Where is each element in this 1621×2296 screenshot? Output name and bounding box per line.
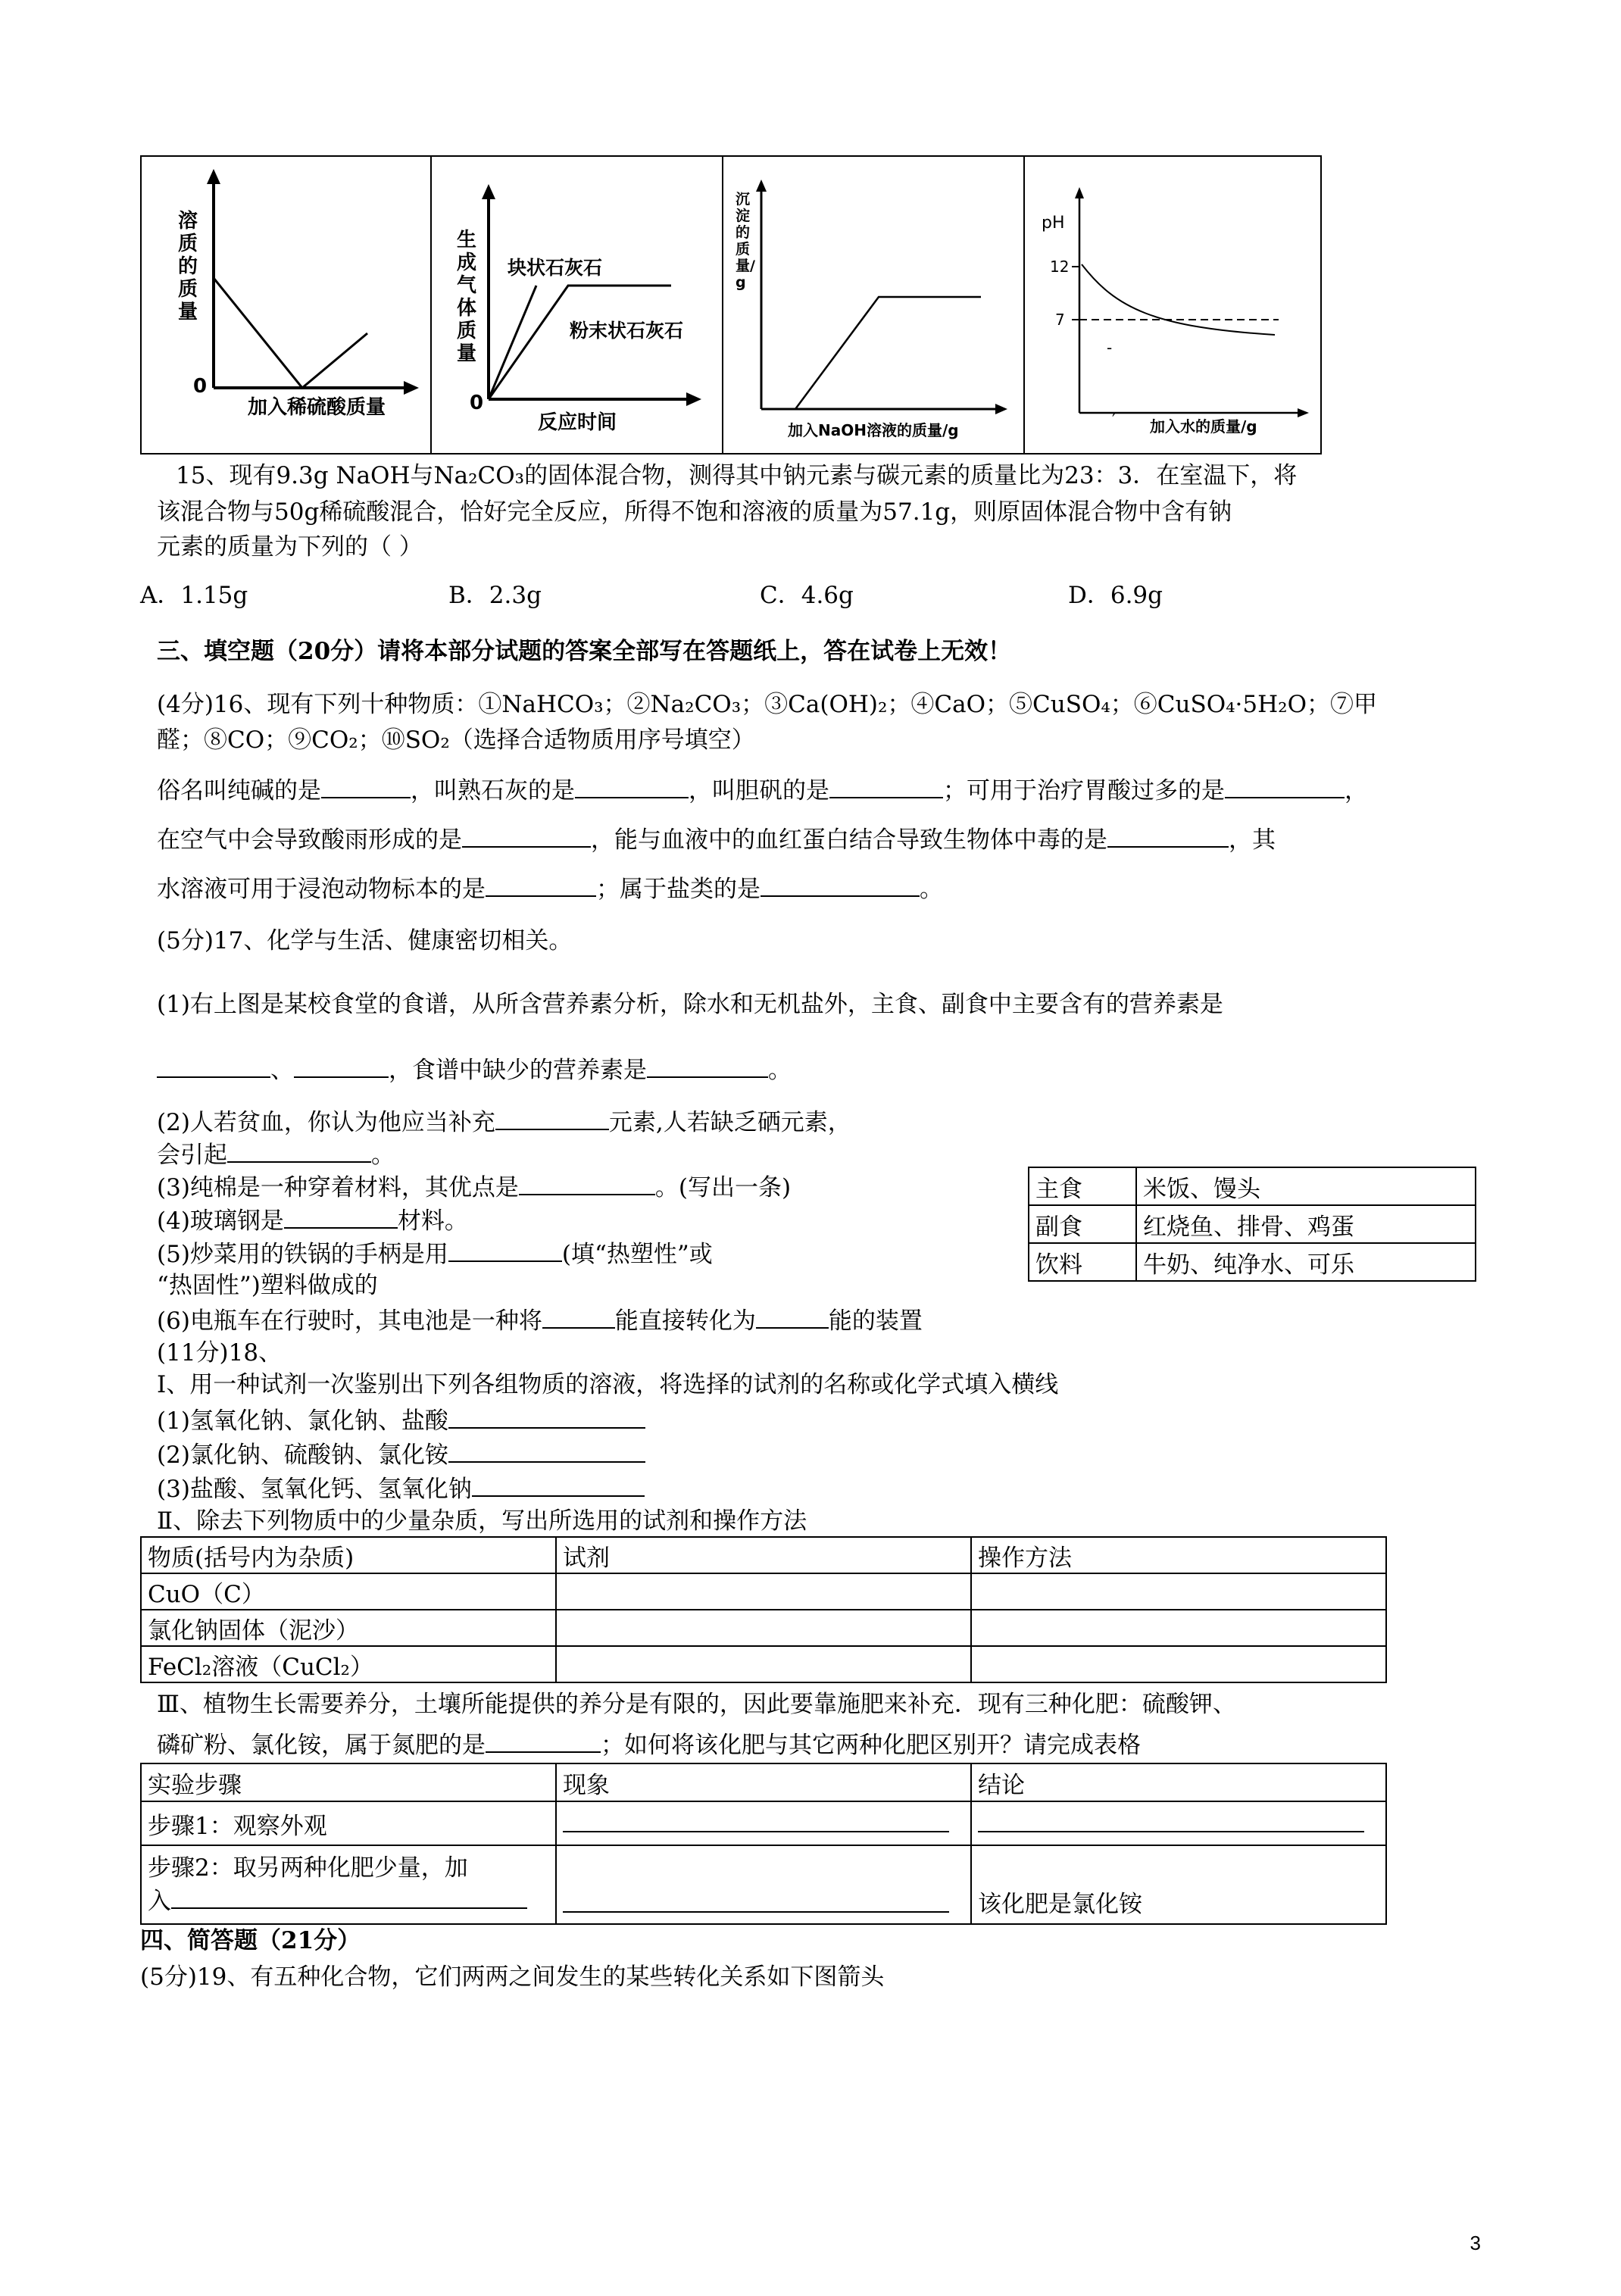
blank-energy-to[interactable] [756, 1304, 829, 1329]
q16-l3e: ， [1345, 777, 1368, 804]
header-method: 操作方法 [971, 1537, 1386, 1573]
q18-part3c-text: ；如何将该化肥与其它两种化肥区别开？请完成表格 [601, 1732, 1141, 1759]
graph4-tick-12: 12 [1050, 258, 1070, 276]
q18-part3b-text: 磷矿粉、氯化铵，属于氮肥的是 [157, 1732, 486, 1759]
menu-key: 副食 [1029, 1205, 1136, 1243]
blank-nutrient-2[interactable] [294, 1054, 389, 1078]
graph1-xlabel: 加入稀硫酸质量 [248, 396, 386, 419]
q17-p2b: 元素,人若缺乏硒元素， [608, 1109, 851, 1136]
menu-key: 主食 [1029, 1167, 1136, 1205]
q17-p5a: (5)炒菜用的铁锅的手柄是用 [157, 1241, 448, 1268]
q17-p4b: 材料。 [397, 1207, 468, 1235]
q17-p5b: (填“热塑性”或 [561, 1241, 713, 1268]
q19-text: (5分)19、有五种化合物，它们两两之间发生的某些转化关系如下图箭头 [140, 1963, 885, 1991]
blank-anemia-element[interactable] [495, 1106, 609, 1130]
section4-heading: 四、简答题（21分） [140, 1927, 361, 1954]
reagent-cell[interactable] [556, 1610, 971, 1646]
blank-plastic[interactable] [448, 1238, 562, 1262]
q17-p2c: 会引起 [157, 1142, 227, 1169]
graph2-origin: 0 [470, 392, 484, 414]
step-cell: 步骤1：观察外观 [141, 1801, 556, 1845]
graph4-tick-7: 7 [1055, 311, 1065, 329]
blank-reagent-3[interactable] [472, 1473, 645, 1497]
q15-option-d: D．6.9g [1068, 582, 1163, 609]
blank-cotton[interactable] [519, 1171, 655, 1195]
q17-p2-cont [157, 1139, 395, 1170]
menu-row [1029, 1205, 1476, 1243]
graph4-mark-prime: ′ [1112, 411, 1116, 429]
q15-line3: 元素的质量为下列的（ ） [157, 533, 423, 561]
blank-acid-rain[interactable] [462, 823, 591, 848]
graph4-ylabel: pH [1042, 214, 1065, 233]
graph1-origin: 0 [193, 375, 208, 398]
q16-line3 [157, 774, 1368, 806]
blank-blue-vitriol[interactable] [829, 774, 943, 798]
q17-p1b-mid: ，食谱中缺少的营养素是 [389, 1057, 647, 1084]
q18-part1: Ⅰ、用一种试剂一次鉴别出下列各组物质的溶液，将选择的试剂的名称或化学式填入横线 [157, 1371, 1059, 1398]
q17-p5 [157, 1238, 713, 1270]
header-reagent: 试剂 [556, 1537, 971, 1573]
blank-hemoglobin[interactable] [1107, 823, 1229, 848]
header-conclusion: 结论 [971, 1763, 1386, 1801]
blank-step2-reagent[interactable] [171, 1885, 527, 1909]
conclusion-cell[interactable] [971, 1801, 1386, 1845]
table-row [141, 1845, 1386, 1924]
q18-title: (11分)18、 [157, 1339, 283, 1367]
conclusion-cell: 该化肥是氯化铵 [971, 1845, 1386, 1924]
q18-item3-text: (3)盐酸、氢氧化钙、氢氧化钠 [157, 1476, 472, 1503]
graph3-xlabel: 加入NaOH溶液的质量/g [788, 421, 959, 439]
table-row [141, 1801, 1386, 1845]
blank-soda-ash[interactable] [321, 774, 411, 798]
q16-l4c: ，其 [1229, 826, 1276, 854]
menu-row [1029, 1167, 1476, 1205]
reagent-cell[interactable] [556, 1573, 971, 1610]
q16-l3d: ；可用于治疗胃酸过多的是 [943, 777, 1225, 804]
q18-item3 [157, 1473, 645, 1504]
q17-p2 [157, 1106, 851, 1138]
method-cell[interactable] [971, 1573, 1386, 1610]
q16-line2: 醛；⑧CO；⑨CO₂；⑩SO₂（选择合适物质用序号填空） [157, 726, 755, 754]
graph2-curve1-label: 块状石灰石 [508, 257, 603, 279]
q16-line4 [157, 823, 1276, 855]
q15-option-a: A．1.15g [140, 582, 248, 609]
q18-item2-text: (2)氯化钠、硫酸钠、氯化铵 [157, 1442, 448, 1469]
graph2-ylabel: 生成气体质量 [457, 229, 477, 365]
q18-part3a: Ⅲ、植物生长需要养分，土壤所能提供的养分是有限的，因此要靠施肥来补充．现有三种化肥：硫酸钾、 [157, 1691, 1236, 1718]
menu-row [1029, 1243, 1476, 1281]
q17-p5-cont: “热固性”)塑料做成的 [157, 1272, 378, 1299]
blank-phenomenon-1[interactable] [563, 1808, 949, 1832]
section3-heading: 三、填空题（20分）请将本部分试题的答案全部写在答题纸上，答在试卷上无效！ [157, 638, 1012, 665]
blank-specimen[interactable] [486, 873, 596, 897]
q16-line1: (4分)16、现有下列十种物质：①NaHCO₃；②Na₂CO₃；③Ca(OH)₂；④CaO；⑤CuSO₄；⑥CuSO₄·5H₂O；⑦甲 [157, 691, 1378, 718]
blank-reagent-2[interactable] [448, 1439, 645, 1463]
step2-line2-text: 入 [148, 1888, 171, 1915]
q15-line2: 该混合物与50g稀硫酸混合，恰好完全反应，所得不饱和溶液的质量为57.1g，则原固体混合物中含有钠 [157, 498, 1232, 526]
graph4-xlabel: 加入水的质量/g [1150, 417, 1257, 436]
q16-l3a: 俗名叫纯碱的是 [157, 777, 321, 804]
graph-solute-mass [142, 157, 432, 453]
q17-p6a: (6)电瓶车在行驶时，其电池是一种将 [157, 1307, 542, 1335]
graph4-mark-dash: - [1107, 339, 1113, 357]
q17-p6 [157, 1304, 923, 1336]
table-row [141, 1646, 1386, 1682]
q18-item1-text: (1)氢氧化钠、氯化钠、盐酸 [157, 1407, 448, 1435]
menu-value: 米饭、馒头 [1136, 1167, 1476, 1205]
page-number: 3 [1470, 2232, 1481, 2254]
q16-l3c: ，叫胆矾的是 [689, 777, 829, 804]
reagent-cell[interactable] [556, 1646, 971, 1682]
q17-p3 [157, 1171, 791, 1203]
graph2-xlabel: 反应时间 [538, 411, 617, 434]
q15-line1: 15、现有9.3g NaOH与Na₂CO₃的固体混合物，测得其中钠元素与碳元素的质量比为23：3．在室温下，将 [176, 462, 1298, 489]
q17-p1b [157, 1054, 792, 1086]
q17-p4a: (4)玻璃钢是 [157, 1207, 284, 1235]
q16-l3b: ，叫熟石灰的是 [411, 777, 575, 804]
q17-p1b-end: 。 [768, 1057, 792, 1084]
blank-antacid[interactable] [1225, 774, 1345, 798]
menu-value: 牛奶、纯净水、可乐 [1136, 1243, 1476, 1281]
menu-value: 红烧鱼、排骨、鸡蛋 [1136, 1205, 1476, 1243]
graph-ph [1025, 157, 1320, 453]
q17-p3a: (3)纯棉是一种穿着材料，其优点是 [157, 1174, 519, 1201]
graphs-panel [140, 155, 1322, 455]
method-cell[interactable] [971, 1646, 1386, 1682]
q17-p4 [157, 1204, 468, 1236]
blank-phenomenon-2[interactable] [563, 1888, 949, 1913]
graph-gas-mass [432, 157, 723, 453]
blank-nitrogen-fertilizer[interactable] [486, 1729, 601, 1753]
substance-cell: 氯化钠固体（泥沙） [141, 1610, 556, 1646]
q17-p3b: 。(写出一条) [654, 1174, 792, 1201]
q17-p2a: (2)人若贫血，你认为他应当补充 [157, 1109, 495, 1136]
q18-item1 [157, 1404, 645, 1436]
table-header-row [141, 1763, 1386, 1801]
blank-conclusion-1[interactable] [978, 1808, 1364, 1832]
q17-p1: (1)右上图是某校食堂的食谱，从所含营养素分析，除水和无机盐外，主食、副食中主要含有的营养素是 [157, 991, 1223, 1018]
q17-p2d: 。 [371, 1142, 395, 1169]
q16-l5b: ；属于盐类的是 [596, 876, 761, 903]
q18-item2 [157, 1439, 645, 1470]
blank-slaked-lime[interactable] [575, 774, 689, 798]
graph2-curve2-label: 粉末状石灰石 [570, 320, 684, 342]
substance-cell: FeCl₂溶液（CuCl₂） [141, 1646, 556, 1682]
blank-fiberglass[interactable] [284, 1204, 398, 1229]
q18-part3b [157, 1729, 1141, 1760]
table-header-row [141, 1537, 1386, 1573]
blank-energy-from[interactable] [542, 1304, 615, 1329]
table-row [141, 1573, 1386, 1610]
phenomenon-cell[interactable] [556, 1845, 971, 1924]
blank-nutrient-1[interactable] [157, 1054, 270, 1078]
menu-table [1028, 1167, 1476, 1282]
graph3-ylabel: 沉淀的质量/g [736, 191, 755, 291]
header-step: 实验步骤 [141, 1763, 556, 1801]
blank-missing-nutrient[interactable] [647, 1054, 768, 1078]
header-substance: 物质(括号内为杂质) [141, 1537, 556, 1573]
q15-option-b: B．2.3g [448, 582, 542, 609]
q16-l5c: 。 [920, 876, 943, 903]
header-phenomenon: 现象 [556, 1763, 971, 1801]
fertilizer-table [140, 1763, 1387, 1925]
step-cell [141, 1845, 556, 1924]
substance-cell: CuO（C） [141, 1573, 556, 1610]
q16-l4b: ，能与血液中的血红蛋白结合导致生物体中毒的是 [591, 826, 1107, 854]
q16-line5 [157, 873, 943, 904]
method-cell[interactable] [971, 1610, 1386, 1646]
q17-title: (5分)17、化学与生活、健康密切相关。 [157, 927, 573, 954]
step2-line2 [148, 1885, 549, 1918]
blank-salts[interactable] [761, 873, 920, 897]
q18-part2: Ⅱ、除去下列物质中的少量杂质，写出所选用的试剂和操作方法 [157, 1507, 807, 1535]
blank-reagent-1[interactable] [448, 1404, 645, 1429]
step2-line1: 步骤2：取另两种化肥少量，加 [148, 1854, 468, 1882]
q15-option-c: C．4.6g [760, 582, 854, 609]
phenomenon-cell[interactable] [556, 1801, 971, 1845]
q16-l5a: 水溶液可用于浸泡动物标本的是 [157, 876, 486, 903]
menu-key: 饮料 [1029, 1243, 1136, 1281]
impurity-table [140, 1536, 1387, 1683]
q17-p6b: 能直接转化为 [614, 1307, 756, 1335]
graph1-ylabel: 溶质的质量 [178, 210, 198, 323]
graph-precipitate-mass [723, 157, 1025, 453]
q17-p6c: 能的装置 [828, 1307, 923, 1335]
q17-p1b-sep: 、 [270, 1057, 294, 1084]
blank-selenium[interactable] [227, 1139, 371, 1163]
table-row [141, 1610, 1386, 1646]
q16-l4a: 在空气中会导致酸雨形成的是 [157, 826, 462, 854]
